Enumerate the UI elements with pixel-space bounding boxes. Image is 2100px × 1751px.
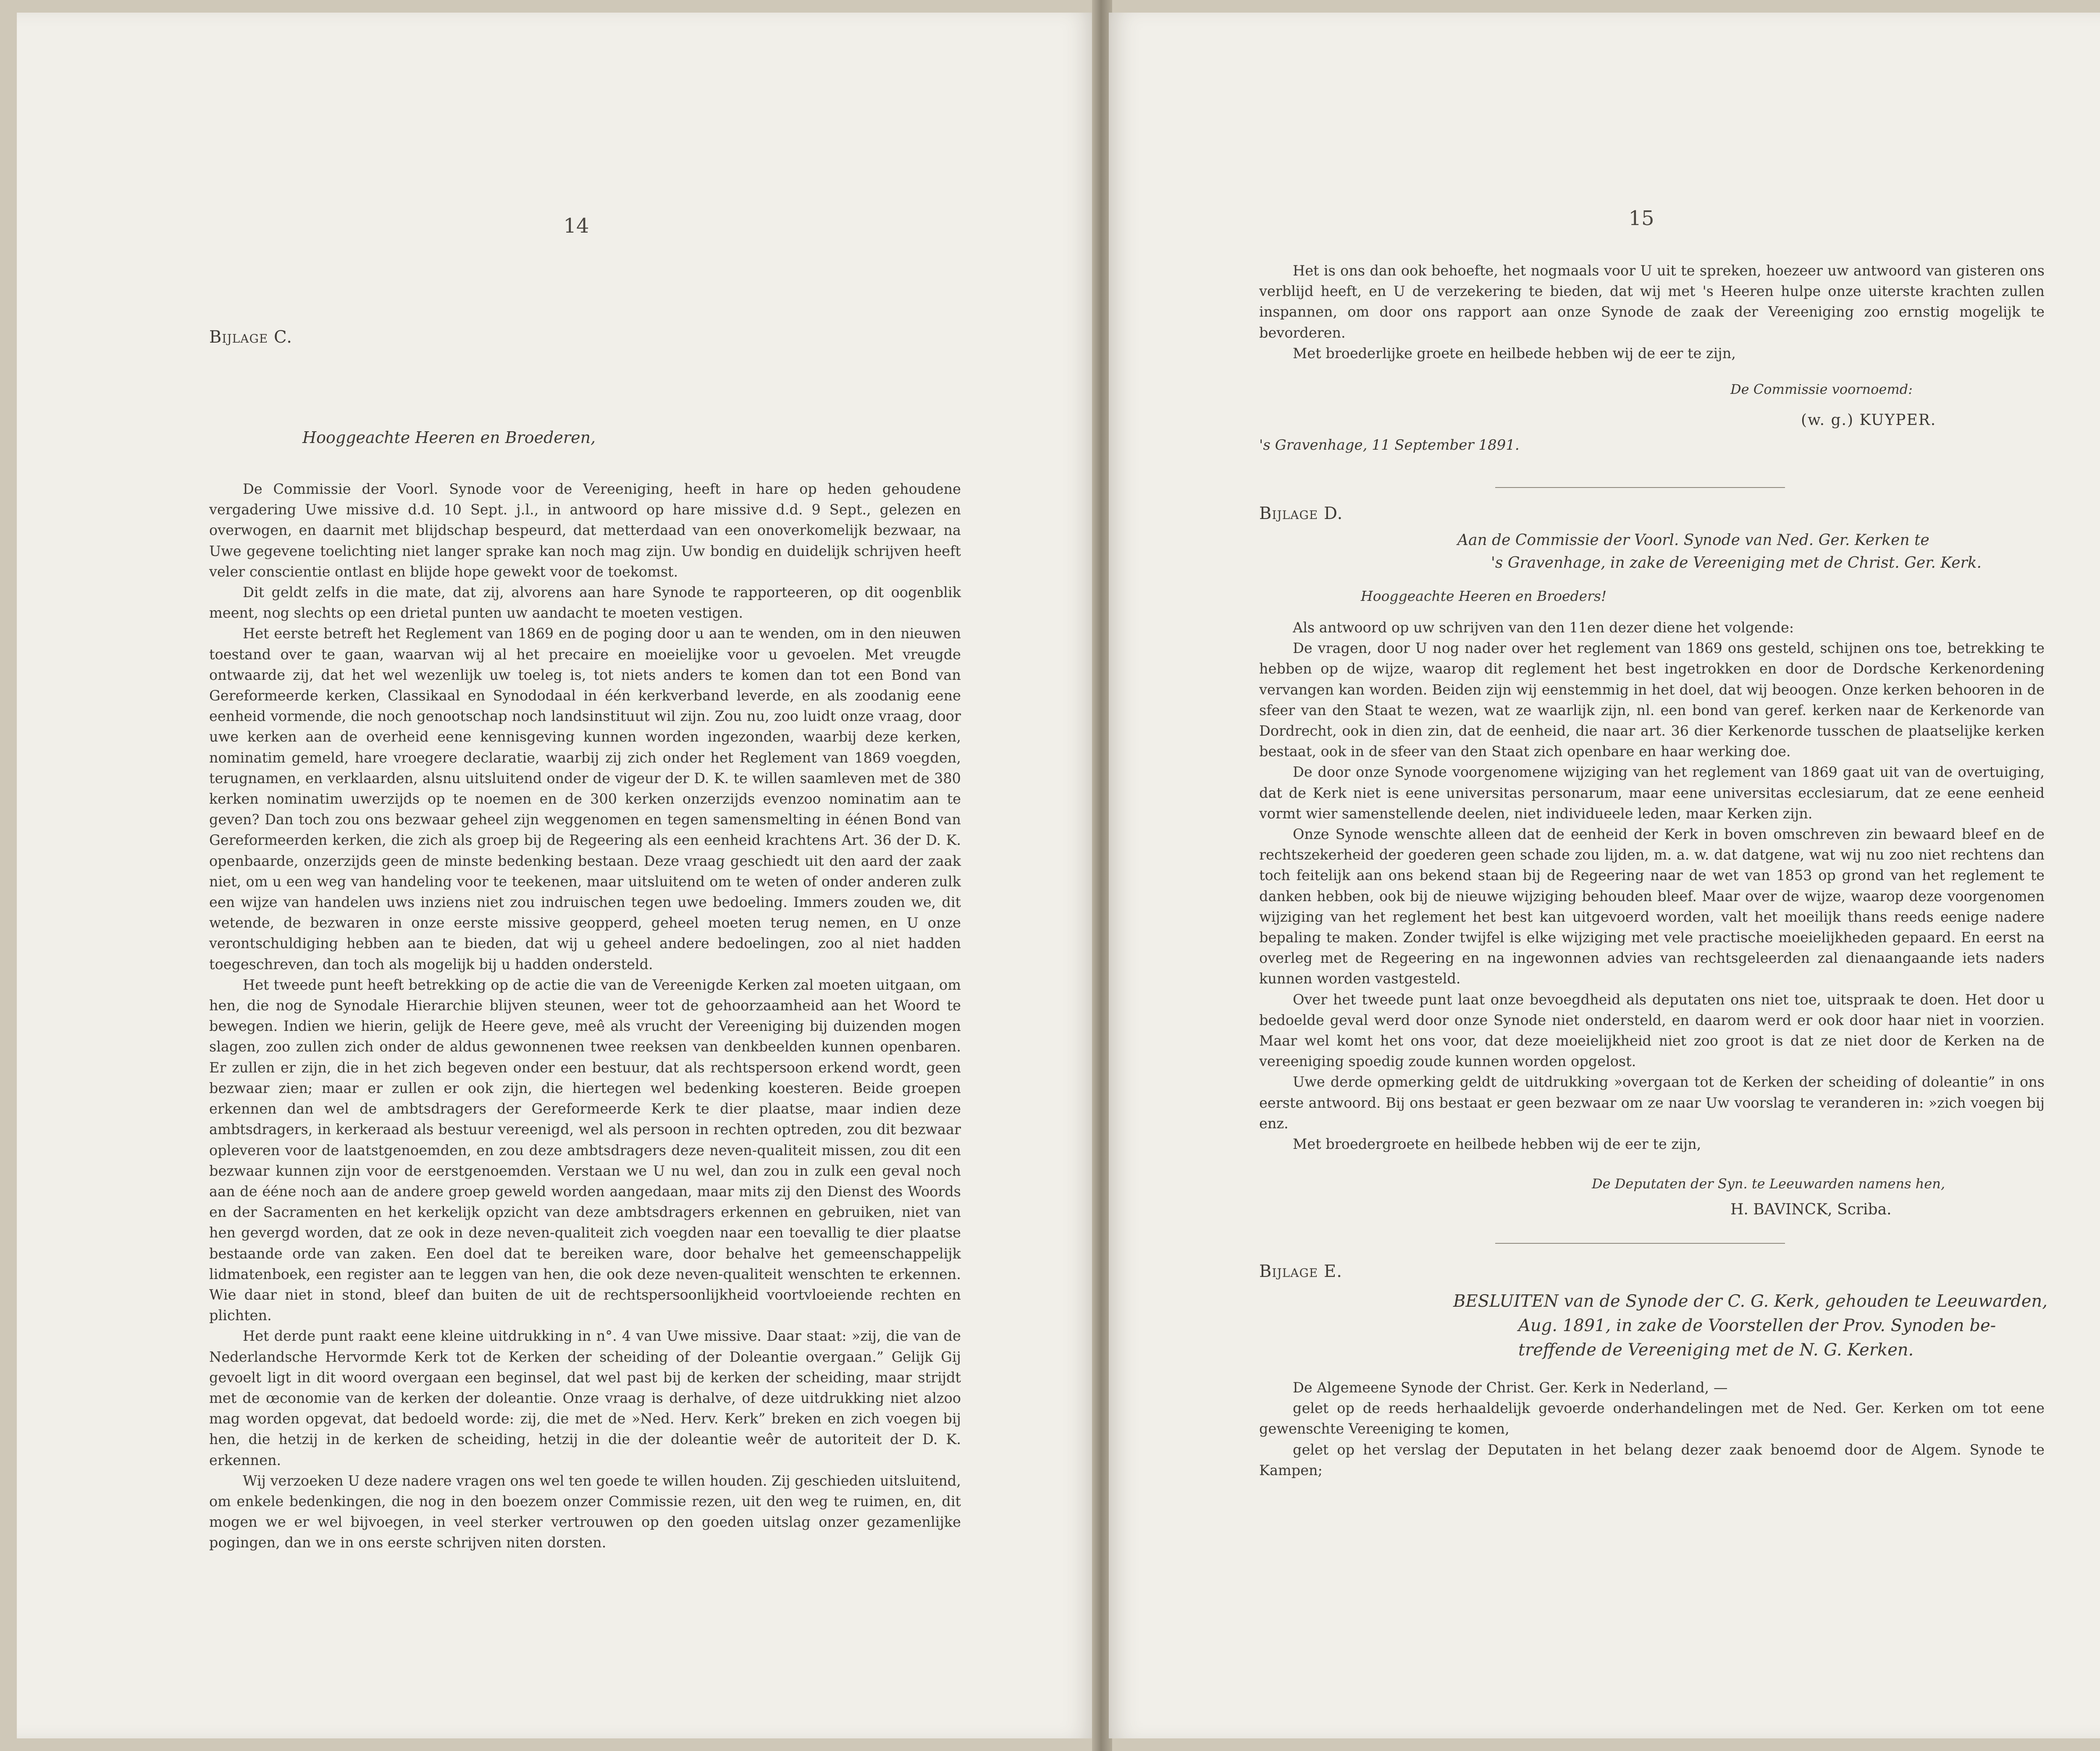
committee-signature: De Commissie voornoemd: <box>1730 381 1913 397</box>
paragraph: Het is ons dan ook behoefte, het nogmaals voor U uit te spreken, hoezeer uw antwoord van gisteren ons verblijd heeft, en U de verzekering te bieden, dat wij met 's Heeren hulpe onze uiterste krachten zullen inspannen, om door ons rapport aan onze Synode de zaak der Vereeniging zoo ernstig mogelijk te bevorderen. <box>1259 262 2045 341</box>
page-number: 14 <box>563 214 589 238</box>
divider <box>1495 1243 1785 1244</box>
appendix-label: Bijlage D. <box>1259 504 1343 523</box>
deputies-signature: De Deputaten der Syn. te Leeuwarden namens hen, <box>1592 1176 1945 1192</box>
place-date: 's Gravenhage, 11 September 1891. <box>1259 437 1520 453</box>
paragraph: Uwe derde opmerking geldt de uitdrukking »overgaan tot de Kerken der scheiding of doleantie” in ons eerste antwoord. Bij ons bestaat er geen bezwaar om ze naar Uw voorslag te veranderen in: »zich voegen bij enz. <box>1259 1074 2045 1132</box>
paragraph: Over het tweede punt laat onze bevoegdheid als deputaten ons niet toe, uitspraak te doen. Het door u bedoelde geval werd door onze Synode niet ondersteld, en daarom werd er ook door haar niet in voorzien. Maar wel komt het ons voor, dat deze moeielijkheid niet zoo groot is dat ze niet door de Kerken na de vereeniging spoedig zoude kunnen worden opgelost. <box>1259 991 2045 1070</box>
paragraph: Dit geldt zelfs in die mate, dat zij, alvorens aan hare Synode te rapporteeren, op dit oogenblik meent, nog slechts op een drietal punten uw aandacht te moeten vestigen. <box>209 584 961 621</box>
paragraph: Als antwoord op uw schrijven van den 11en dezer diene het volgende: <box>1293 619 1794 636</box>
paragraph: De vragen, door U nog nader over het reglement van 1869 ons gesteld, schijnen ons toe, betrekking te hebben op de wijze, waarop dit reglement het best ingetrokken en door de Dordsche Kerkenordening vervangen kan worden. Beiden zijn wij eenstemmig in het doel, dat wij beoogen. Onze kerken behooren in de sfeer van den Staat te wezen, wat ze waarlijk zijn, nl. een bond van geref. kerken naar de Kerkenorde van Dordrecht, ook in dien zin, dat de eenheid, die naar art. 36 dier Kerkenorde tusschen de plaatselijke kerken bestaat, ook in de sfeer van den Staat zich openbare en haar werking doe. <box>1259 640 2045 760</box>
salutation: Hooggeachte Heeren en Broeders! <box>1361 588 1607 604</box>
paragraph: Met broederlijke groete en heilbede hebben wij de eer te zijn, <box>1293 345 1736 362</box>
appendix-label: Bijlage E. <box>1259 1262 1342 1281</box>
paragraph: Met broedergroete en heilbede hebben wij de eer te zijn, <box>1293 1136 1701 1153</box>
addressee-line: Aan de Commissie der Voorl. Synode van Ned. Ger. Kerken te <box>1457 532 1929 549</box>
page-number: 15 <box>1628 207 1654 230</box>
resolution-title: BESLUITEN van de Synode der C. G. Kerk, gehouden te Leeuwarden, <box>1453 1292 2048 1311</box>
bavinck-signature: H. BAVINCK, Scriba. <box>1730 1201 1892 1218</box>
paragraph: De door onze Synode voorgenomene wijziging van het reglement van 1869 gaat uit van de overtuiging, dat de Kerk niet is eene universitas personarum, maar eene universitas ecclesiarum, dat ze eene eenheid vormt wier samenstellende deelen, niet individueele leden, maar Kerken zijn. <box>1259 764 2045 822</box>
paragraph: gelet op de reeds herhaaldelijk gevoerde onderhandelingen met de Ned. Ger. Kerken om tot eene gewenschte Vereeniging te komen, <box>1259 1400 2045 1437</box>
resolution-title: Aug. 1891, in zake de Voorstellen der Prov. Synoden be- <box>1518 1316 1996 1335</box>
appendix-label: Bijlage C. <box>209 328 292 347</box>
paragraph: Het eerste betreft het Reglement van 1869 en de poging door u aan te wenden, om in den nieuwen toestand over te gaan, waarvan wij al het precaire en moeielijke voor u gevoelen. Met vreugde ontwaarde zij, dat het wel wezenlijk uw toeleg is, tot niets anders te komen dan tot een Bond van Gereformeerde kerken, Classikaal en Synododaal in één kerkverband leverde, en als zoodanig eene eenheid vormende, die noch genootschap noch landsinstituut wil zijn. Zou nu, zoo luidt onze vraag, door uwe kerken aan de overheid eene kennisgeving kunnen worden ingezonden, waarbij deze kerken, nominatim gemeld, hare vroegere declaratie, waarbij zij zich onder het Reglement van 1869 voegden, terugnamen, en verklaarden, alsnu uitsluitend onder de vigeur der D. K. te willen saamleven met de 380 kerken nominatim uwerzijds op te noemen en de 300 kerken onzerzijds evenzoo nominatim aan te geven? Dan toch zou ons bezwaar geheel zijn weggenomen en tegen samensmelting in éénen Bond van Gereformeerden kerken, die zich als groep bij de Regeering als een eenheid krachtens Art. 36 der D. K. openbaarde, onzerzijds geen de minste bedenking bestaan. Deze vraag geschiedt uit den aard der zaak niet, om u een weg van handeling voor te teekenen, maar uitsluitend om te weten of onder anderen zulk een wijze van handelen uws inziens niet zou indruischen tegen uwe bedoeling. Immers zouden we, dit wetende, de bezwaren in onze eerste missive geopperd, geheel moeten terug nemen, en U onze verontschuldiging hebben aan te bieden, dat wij u geheel andere bedoelingen, zoo al niet hadden toegeschreven, dan toch als mogelijk bij u hadden ondersteld. <box>209 625 961 972</box>
paragraph: Het tweede punt heeft betrekking op de actie die van de Vereenigde Kerken zal moeten uitgaan, om hen, die nog de Synodale Hierarchie blijven steunen, weer tot de gehoorzaamheid aan het Woord te bewegen. Indien we hierin, gelijk de Heere geve, meê als vrucht der Vereeniging bij duizenden mogen slagen, zoo zullen zich onder de aldus gewonnenen twee reeksen van denkbeelden kunnen openbaren. Er zullen er zijn, die in het zich begeven onder een bestuur, dat als rechtspersoon erkend wordt, geen bezwaar zien; maar er zullen er ook zijn, die hiertegen wel bedenking koesteren. Beide groepen erkennen dan wel de ambtsdragers der Gereformeerde Kerk te dier plaatse, maar indien deze ambtsdragers, in kerkeraad als bestuur vereenigd, wel als persoon in rechten optreden, zou dit bezwaar opleveren voor de laatstgenoemden, en zou deze ambtsdragers deze neven-qualiteit missen, zou dit een bezwaar kunnen zijn voor de eerstgenoemden. Verstaan we U nu wel, dan zou in zulk een geval noch aan de ééne noch aan de andere groep geweld worden aangedaan, maar mits zij den Dienst des Woords en der Sacramenten en het kerkelijk opzicht van deze ambtsdragers erkennen en gebruiken, niet van hen gevergd worden, dat ze ook in deze neven-qualiteit zich voegden naar een toevallig te dier plaatse bestaande orde van zaken. Een doel dat te bereiken ware, door behalve het gemeenschappelijk lidmatenboek, een register aan te leggen van hen, die ook deze neven-qualiteit wenschten te erkennen. Wie daar niet in stond, bleef dan buiten de uit de rechtspersoonlijkheid voortvloeiende rechten en plichten. <box>209 976 961 1324</box>
salutation: Hooggeachte Heeren en Broederen, <box>302 428 596 447</box>
paragraph: Onze Synode wenschte alleen dat de eenheid der Kerk in boven omschreven zin bewaard bleef en de rechtszekerheid der goederen geen schade zou lijden, m. a. w. dat datgene, wat wij nu zoo niet rechtens dan toch feitelijk aan ons bekend staan bij de Regeering naar de wet van 1853 op grond van het reglement te danken hebben, ook bij de nieuwe wijziging behouden bleef. Maar over de wijze, waarop deze voorgenomen wijziging van het reglement het best kan uitgevoerd worden, valt het moeilijk thans reeds eenige nadere bepaling te maken. Zonder twijfel is elke wijziging met vele practische moeielijkheden gepaard. En eerst na overleg met de Regeering en na ingewonnen advies van rechtsgeleerden zal dienaangaande iets naders kunnen worden vastgesteld. <box>1259 826 2045 987</box>
kuyper-signature: (w. g.) KUYPER. <box>1801 412 1937 429</box>
resolution-body <box>1259 1377 2045 1481</box>
letter-closing <box>1259 260 2045 364</box>
divider <box>1495 487 1785 488</box>
letter-body <box>1259 617 2045 1154</box>
left-page <box>17 13 1094 1738</box>
addressee-line: 's Gravenhage, in zake de Vereeniging met de Christ. Ger. Kerk. <box>1491 554 1982 571</box>
right-page <box>1109 13 2100 1738</box>
paragraph: De Commissie der Voorl. Synode voor de Vereeniging, heeft in hare op heden gehoudene vergadering Uwe missive d.d. 10 Sept. j.l., in antwoord op hare missive d.d. 9 Sept., gelezen en overwogen, en daarnit met blijdschap bespeurd, dat metterdaad van een onoverkomelijk bezwaar, na Uwe gegevene toelichting niet langer sprake kan noch mag zijn. Uw bondig en duidelijk schrijven heeft veler conscientie ontlast en blijde hope gewekt voor de toekomst. <box>209 481 961 580</box>
paragraph: gelet op het verslag der Deputaten in het belang dezer zaak benoemd door de Algem. Synode te Kampen; <box>1259 1441 2045 1478</box>
paragraph: De Algemeene Synode der Christ. Ger. Kerk in Nederland, — <box>1293 1379 1728 1396</box>
letter-body <box>209 479 961 1553</box>
paragraph: Het derde punt raakt eene kleine uitdrukking in n°. 4 van Uwe missive. Daar staat: »zij, die van de Nederlandsche Hervormde Kerk tot de Kerken der scheiding of der Doleantie overgaan.” Gelijk Gij gevoelt ligt in dit woord overgaan een beginsel, dat wel past bij de kerken der scheiding, maar strijdt met de œconomie van de kerken der doleantie. Onze vraag is derhalve, of deze uitdrukking niet alzoo mag worden opgevat, dat bedoeld worde: zij, die met de »Ned. Herv. Kerk” breken en zich voegen bij hen, die hetzij in de kerken de scheiding, hetzij in die der doleantie weêr de autoriteit der D. K. erkennen. <box>209 1328 961 1468</box>
paragraph: Wij verzoeken U deze nadere vragen ons wel ten goede te willen houden. Zij geschieden uitsluitend, om enkele bedenkingen, die nog in den boezem onzer Commissie rezen, uit den weg te ruimen, en, dit mogen we er wel bijvoegen, in veel sterker vertrouwen op den goeden uitslag onzer gezamenlijke pogingen, dan we in ons eerste schrijven niten dorsten. <box>209 1472 961 1551</box>
resolution-title: treffende de Vereeniging met de N. G. Kerken. <box>1518 1340 1914 1360</box>
